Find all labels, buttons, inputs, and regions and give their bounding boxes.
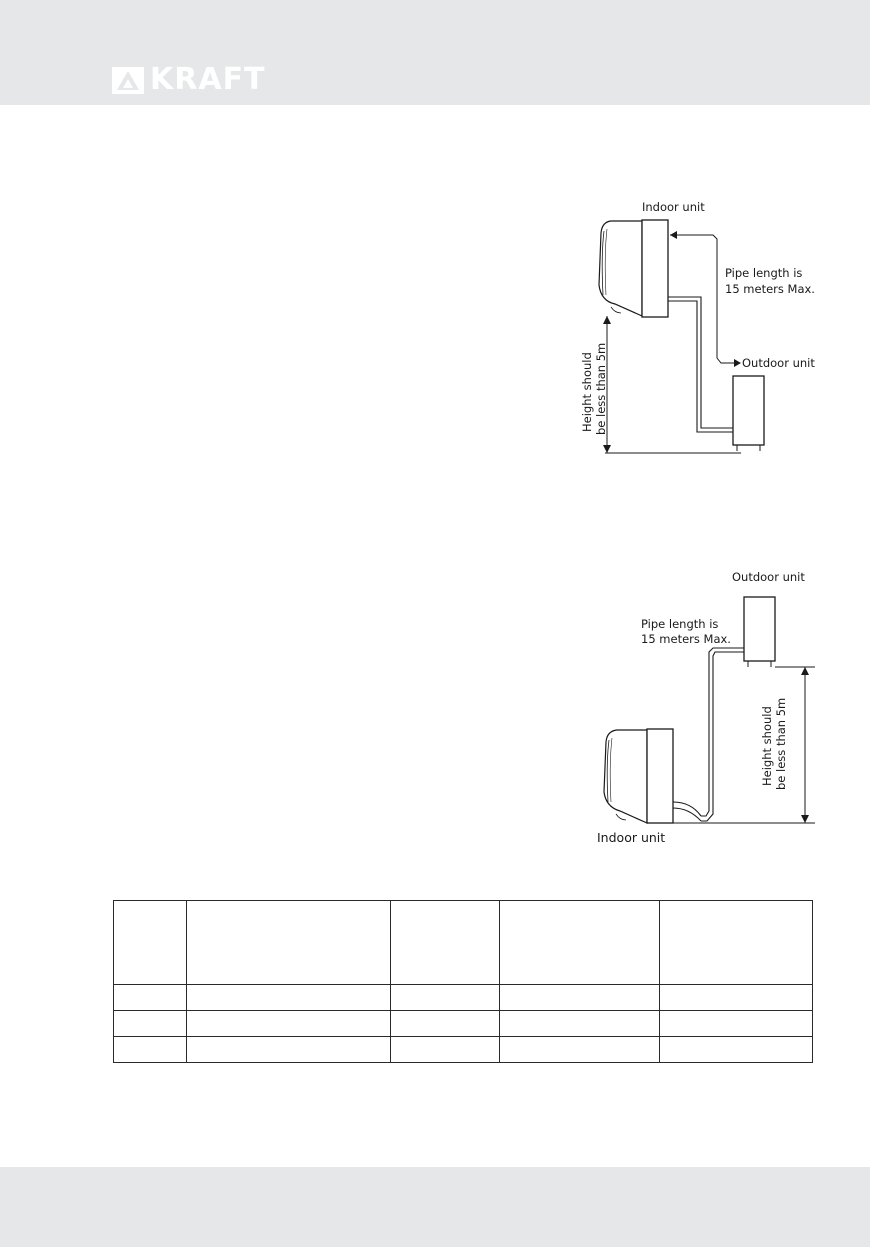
outdoor-unit-label: Outdoor unit: [742, 356, 815, 370]
brand-logo-text: KRAFT: [150, 62, 266, 97]
table-cell: [186, 1011, 390, 1037]
diagram-outdoor-above: [585, 566, 820, 851]
table-cell: [500, 1011, 660, 1037]
table-cell: [390, 1011, 500, 1037]
table-row: [114, 1011, 813, 1037]
table-header-cell: [186, 901, 390, 985]
height-label-line2: be less than 5m: [594, 342, 608, 435]
specification-table: [113, 900, 813, 1063]
table-cell: [390, 985, 500, 1011]
table-header-cell: [660, 901, 813, 985]
brand-logo-mark-icon: [112, 67, 144, 94]
table-cell: [390, 1037, 500, 1063]
table-cell: [186, 1037, 390, 1063]
table-cell: [500, 985, 660, 1011]
height-label-line2: be less than 5m: [774, 697, 788, 790]
pipe-length-label-line1: Pipe length is: [725, 266, 803, 280]
table-cell: [114, 985, 187, 1011]
pipe-length-label-line2: 15 meters Max.: [641, 632, 731, 646]
table-cell: [114, 1011, 187, 1037]
table-header-cell: [390, 901, 500, 985]
table-header-row: [114, 901, 813, 985]
table-header-cell: [500, 901, 660, 985]
indoor-unit-label: Indoor unit: [642, 200, 705, 214]
table-cell: [660, 1037, 813, 1063]
table-cell: [500, 1037, 660, 1063]
table-row: [114, 1037, 813, 1063]
pipe-length-label-line2: 15 meters Max.: [725, 282, 815, 296]
height-label-line1: Height should: [760, 706, 774, 786]
table-cell: [186, 985, 390, 1011]
table-cell: [660, 1011, 813, 1037]
diagram-indoor-above: [575, 195, 820, 460]
outdoor-unit-label: Outdoor unit: [732, 570, 805, 584]
table-row: [114, 985, 813, 1011]
table-header-cell: [114, 901, 187, 985]
table-cell: [660, 985, 813, 1011]
indoor-unit-label: Indoor unit: [597, 830, 666, 845]
height-label-line1: Height should: [580, 352, 594, 432]
table-cell: [114, 1037, 187, 1063]
brand-logo: [112, 62, 266, 97]
page-header-band: [0, 0, 870, 105]
page-footer-band: [0, 1167, 870, 1247]
pipe-length-label-line1: Pipe length is: [641, 617, 719, 631]
